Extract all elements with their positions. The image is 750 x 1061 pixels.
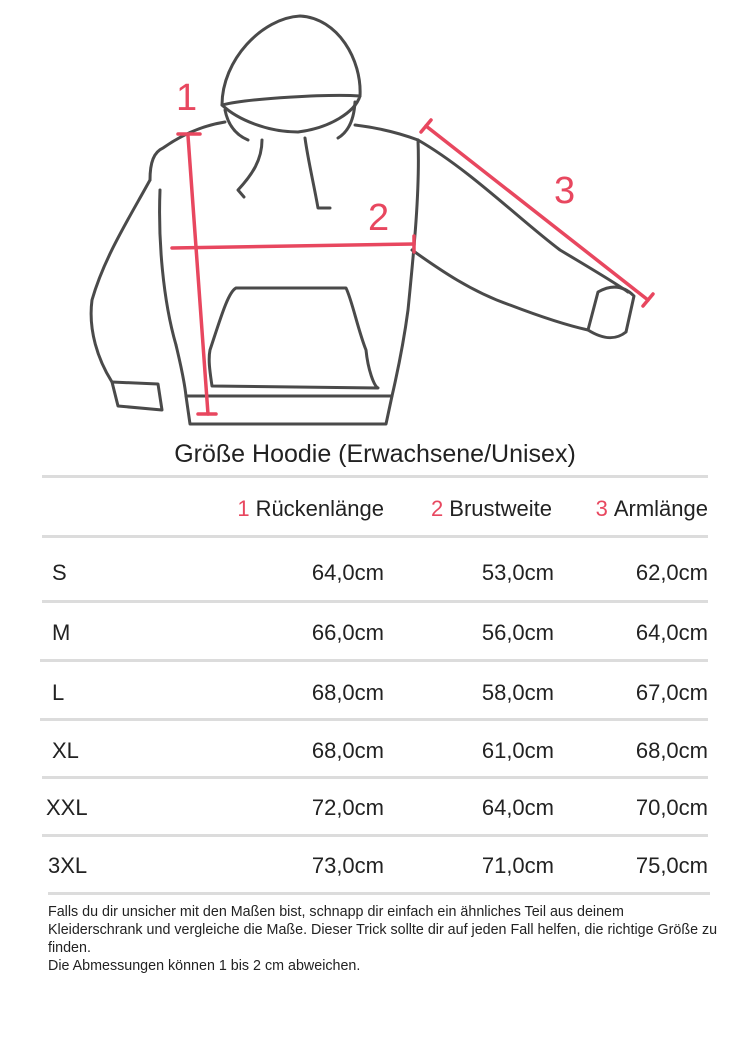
- sleeve-length-value: 62,0cm: [635, 560, 708, 585]
- size-label: L: [52, 680, 65, 705]
- column-number: 3: [595, 496, 608, 521]
- size-label: XXL: [46, 795, 88, 820]
- marker-1-label: 1: [176, 77, 198, 119]
- chest-width-value: 58,0cm: [481, 680, 554, 705]
- right-shoulder: [355, 125, 418, 140]
- chest-width-value: 56,0cm: [481, 620, 554, 645]
- right-sleeve-outer: [418, 140, 628, 292]
- table-row: [0, 620, 750, 660]
- back-length-value: 73,0cm: [311, 853, 384, 878]
- left-cuff: [112, 382, 162, 410]
- waistband: [186, 396, 392, 424]
- column-label: Rückenlänge: [255, 496, 384, 521]
- back-length-value: 68,0cm: [311, 680, 384, 705]
- right-cuff: [588, 287, 634, 338]
- body-right-side: [392, 140, 418, 396]
- divider: [42, 535, 708, 538]
- measure-line-chest-width: [172, 244, 414, 248]
- column-label: Brustweite: [449, 496, 552, 521]
- column-label: Armlänge: [613, 496, 708, 521]
- divider: [48, 892, 710, 895]
- divider: [42, 776, 708, 779]
- sleeve-length-value: 70,0cm: [635, 795, 708, 820]
- column-header-chest-width: [431, 496, 552, 522]
- sleeve-length-value: 64,0cm: [635, 620, 708, 645]
- measure-line-back-length: [188, 136, 208, 414]
- table-row: [0, 738, 750, 778]
- divider: [42, 475, 708, 478]
- back-length-value: 64,0cm: [311, 560, 384, 585]
- measure-line-sleeve-length: [426, 126, 648, 300]
- size-label: 3XL: [48, 853, 88, 878]
- back-length-value: 66,0cm: [311, 620, 384, 645]
- chest-width-value: 61,0cm: [481, 738, 554, 763]
- sleeve-length-value: 75,0cm: [635, 853, 708, 878]
- body-left-side: [176, 345, 186, 396]
- divider: [42, 834, 708, 837]
- note-paragraph: Falls du dir unsicher mit den Maßen bist, schnapp dir einfach ein ähnliches Teil aus deinem Kleiderschrank und vergleiche die Maße. Dieser Trick sollte dir auf jeden Fall helfen, die richtige Größe zu finden.: [48, 904, 718, 956]
- table-row: [0, 795, 750, 835]
- hoodie-illustration: [0, 0, 750, 440]
- size-label: S: [52, 560, 67, 585]
- right-sleeve-inner: [412, 250, 588, 330]
- sleeve-length-value: 67,0cm: [635, 680, 708, 705]
- divider: [40, 659, 708, 662]
- hood-outline: [222, 16, 360, 105]
- chest-width-value: 53,0cm: [481, 560, 554, 585]
- divider: [42, 600, 708, 603]
- right-drawstring: [305, 138, 330, 208]
- column-number: 1: [237, 496, 250, 521]
- back-length-value: 72,0cm: [311, 795, 384, 820]
- left-drawstring: [238, 140, 262, 197]
- column-number: 2: [431, 496, 444, 521]
- table-row: [0, 680, 750, 720]
- chest-width-value: 71,0cm: [481, 853, 554, 878]
- hood-opening: [222, 95, 360, 132]
- marker-3-label: 3: [554, 170, 576, 212]
- left-sleeve-inner: [160, 190, 176, 345]
- table-row: [0, 853, 750, 893]
- column-header-back-length: [237, 496, 384, 522]
- back-length-value: 68,0cm: [311, 738, 384, 763]
- size-label: XL: [52, 738, 79, 763]
- size-note: [48, 903, 718, 975]
- divider: [40, 718, 708, 721]
- note-paragraph: Die Abmessungen können 1 bis 2 cm abweichen.: [48, 958, 361, 974]
- size-label: M: [52, 620, 71, 645]
- table-title: Größe Hoodie (Erwachsene/Unisex): [174, 440, 576, 468]
- left-sleeve-outer: [91, 180, 150, 382]
- kangaroo-pocket: [209, 288, 378, 388]
- sleeve-length-value: 68,0cm: [635, 738, 708, 763]
- chest-width-value: 64,0cm: [481, 795, 554, 820]
- column-header-sleeve-length: [596, 496, 708, 522]
- table-row: [0, 560, 750, 600]
- marker-2-label: 2: [368, 197, 390, 239]
